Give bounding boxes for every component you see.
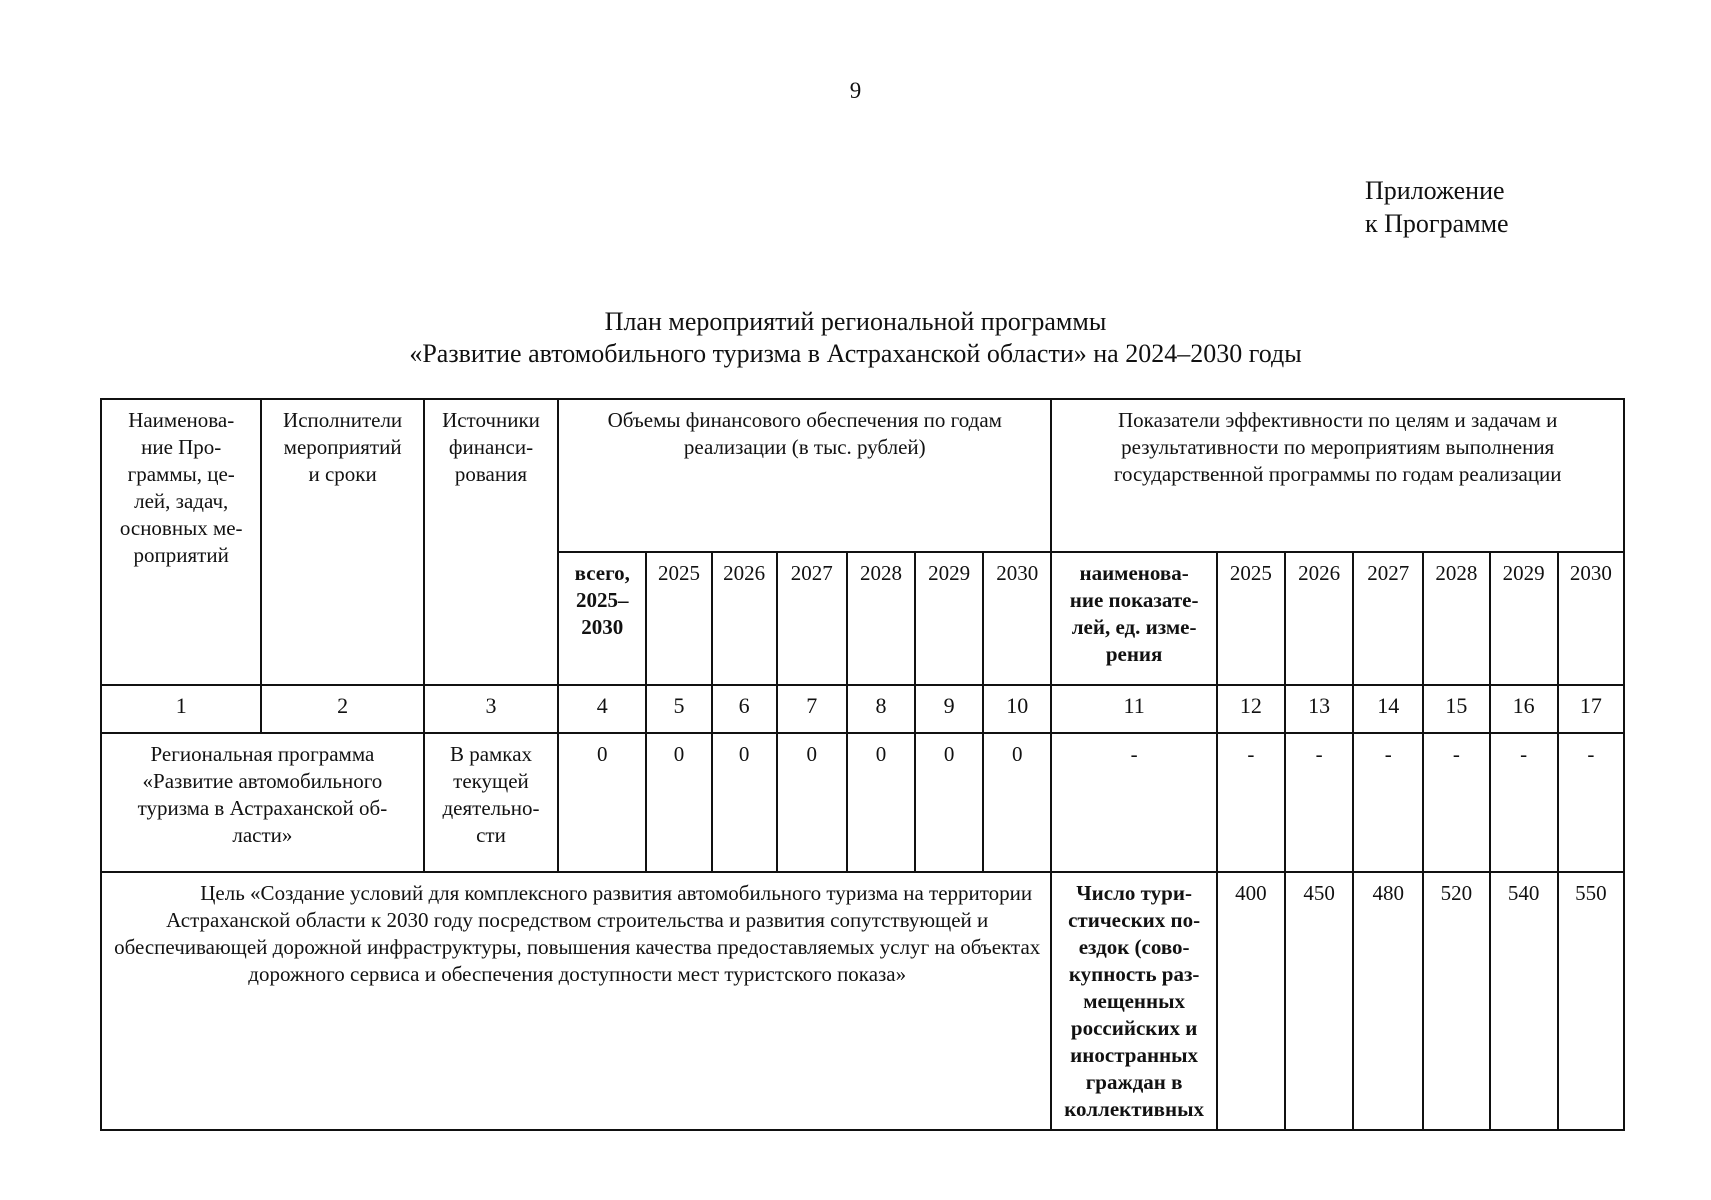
column-number: 10 [983, 685, 1051, 733]
header-finance-year: 2030 [983, 552, 1051, 685]
header-finance-group: Объемы финансового обеспечения по годам реализации (в тыс. рублей) [558, 399, 1051, 552]
program-indicator-value: - [1558, 733, 1624, 872]
plan-table [100, 398, 1625, 1131]
column-number: 4 [558, 685, 646, 733]
column-number: 1 [101, 685, 261, 733]
goal-text-cell [101, 872, 1051, 1130]
program-indicator-value: - [1353, 733, 1423, 872]
goal-indicator-value: 400 [1217, 872, 1285, 1130]
header-finance-year: 2025 [646, 552, 711, 685]
column-number: 15 [1423, 685, 1489, 733]
header-executors: Исполнители мероприятий и сроки [261, 399, 423, 685]
goal-indicator-value: 520 [1423, 872, 1489, 1130]
goal-text: Цель «Создание условий для комплексного развития автомобильного туризма на территории Астраханской области к 2030 году посредством строительства и развития сопутствующей и обеспечивающей дорожной инфраструктуры, повышения качества предоставляемых услуг на объектах дорожного сервиса и обеспечения доступности мест туристского показа» [114, 881, 1041, 986]
program-indicator-cell: - [1051, 733, 1216, 872]
header-finance-year: 2027 [777, 552, 847, 685]
header-indicator-year: 2030 [1558, 552, 1624, 685]
column-number: 12 [1217, 685, 1285, 733]
goal-indicator-value: 550 [1558, 872, 1624, 1130]
title-line-2: «Развитие автомобильного туризма в Астраханской области» на 2024–2030 годы [409, 339, 1302, 368]
column-numbers-row [101, 685, 1624, 733]
program-indicator-value: - [1490, 733, 1558, 872]
program-finance-cell: 0 [777, 733, 847, 872]
goal-indicator-value: 540 [1490, 872, 1558, 1130]
title-line-1: План мероприятий региональной программы [604, 307, 1107, 336]
header-indicator-year: 2027 [1353, 552, 1423, 685]
program-finance-cell: 0 [646, 733, 711, 872]
header-indicator-year: 2028 [1423, 552, 1489, 685]
column-number: 14 [1353, 685, 1423, 733]
header-funding-sources: Источники финанси- рования [424, 399, 558, 685]
program-row [101, 733, 1624, 872]
column-number: 16 [1490, 685, 1558, 733]
program-name-cell: Региональная программа «Развитие автомобильного туризма в Астраханской об- ласти» [101, 733, 424, 872]
program-indicator-value: - [1217, 733, 1285, 872]
goal-row [101, 872, 1624, 1130]
header-program-name: Наименова- ние Про- граммы, це- лей, задач, основных ме- роприятий [101, 399, 261, 685]
program-source-cell: В рамках текущей деятельно- сти [424, 733, 558, 872]
column-number: 7 [777, 685, 847, 733]
column-number: 17 [1558, 685, 1624, 733]
header-indicator-name: наименова- ние показате- лей, ед. изме- рения [1051, 552, 1216, 685]
column-number: 3 [424, 685, 558, 733]
document-title [0, 306, 1711, 370]
column-number: 8 [847, 685, 915, 733]
appendix-line-1: Приложение [1365, 176, 1505, 205]
goal-indicator-cell: Число тури- стических по- ездок (сово- купность раз- мещенных российских и иностранных граждан в коллективных [1051, 872, 1216, 1130]
column-number: 13 [1285, 685, 1353, 733]
column-number: 9 [915, 685, 983, 733]
program-finance-cell: 0 [712, 733, 777, 872]
header-finance-year: 2029 [915, 552, 983, 685]
header-indicators-group: Показатели эффективности по целям и задачам и результативности по мероприятиям выполнения государственной программы по годам реализации [1051, 399, 1624, 552]
goal-indicator-value: 450 [1285, 872, 1353, 1130]
program-finance-cell: 0 [847, 733, 915, 872]
program-indicator-value: - [1423, 733, 1489, 872]
appendix-label [1365, 174, 1509, 240]
header-indicator-year: 2025 [1217, 552, 1285, 685]
program-indicator-value: - [1285, 733, 1353, 872]
column-number: 11 [1051, 685, 1216, 733]
column-number: 6 [712, 685, 777, 733]
header-indicator-year: 2029 [1490, 552, 1558, 685]
program-finance-cell: 0 [983, 733, 1051, 872]
program-finance-cell: 0 [915, 733, 983, 872]
header-indicator-year: 2026 [1285, 552, 1353, 685]
page-number: 9 [849, 78, 862, 103]
program-finance-cell: 0 [558, 733, 646, 872]
header-row-1 [101, 399, 1624, 552]
appendix-line-2: к Программе [1365, 209, 1509, 238]
header-finance-total: всего, 2025– 2030 [558, 552, 646, 685]
header-finance-year: 2028 [847, 552, 915, 685]
column-number: 2 [261, 685, 423, 733]
column-number: 5 [646, 685, 711, 733]
goal-indicator-value: 480 [1353, 872, 1423, 1130]
header-finance-year: 2026 [712, 552, 777, 685]
